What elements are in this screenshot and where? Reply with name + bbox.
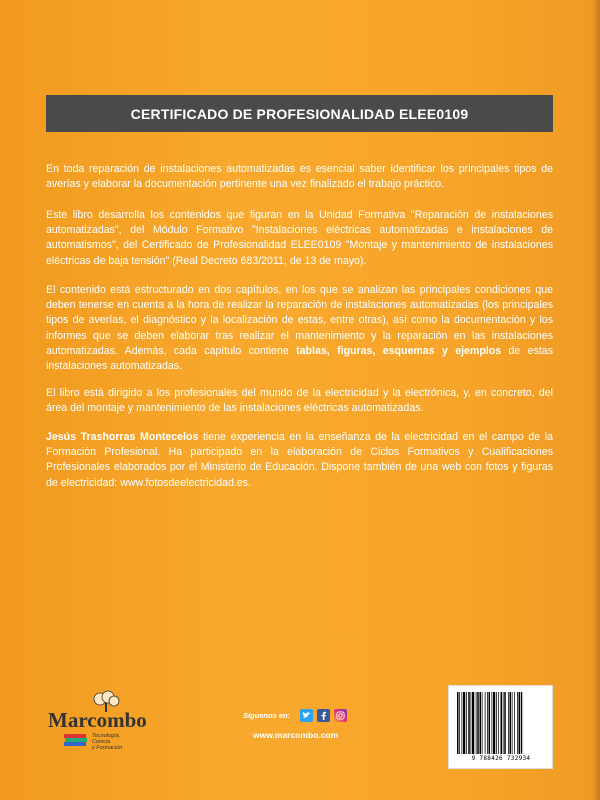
barcode-bar	[477, 692, 479, 754]
barcode-bar	[485, 692, 486, 754]
social-label: Síguenos en:	[243, 710, 291, 720]
barcode-bar	[482, 692, 483, 754]
barcode-bar	[504, 692, 506, 754]
content-text: Este libro desarrolla los contenidos que figuran en la Unidad Formativa "Reparación de instalaciones automatizadas", del Módulo Formativo "Instalaciones eléctricas automatizadas e instalaciones de automatismos", del Certificado de Profesionalidad ELEE0109 "Montaje y mantenimiento de instalaciones eléctricas de baja tensión" (Real Decreto 683/2011, de 13 de mayo).	[46, 209, 553, 267]
publisher-logo	[48, 690, 168, 750]
barcode-bar	[480, 692, 482, 754]
structure-text: El contenido está estructurado en dos capítulos, en los que se analizan las principales condiciones que deben tenerse en cuenta a la hora de realizar la reparación de instalaciones automatizadas (los principales tipos de averías, el diagnóstico y la localización de estas, entre otras), así como la documentación y los informes que se deben elaborar tras realizar el mantenimiento y la reparación en las instalaciones automatizadas. Además, cada capítulo contiene	[46, 284, 553, 357]
barcode-bar	[466, 692, 467, 754]
barcode-bar	[468, 692, 470, 754]
intro-paragraph	[46, 162, 553, 192]
tagline-line-2: Ciencia	[92, 739, 111, 745]
barcode-bar	[457, 692, 459, 754]
tagline-line-1: Tecnología,	[92, 733, 121, 739]
book-series-title: CERTIFICADO DE PROFESIONALIDAD ELEE0109	[130, 105, 469, 122]
social-links	[243, 707, 347, 723]
author-name: Jesús Trashorras Montecelos	[46, 431, 199, 443]
barcode-bar	[471, 692, 472, 754]
barcode-bar	[463, 692, 465, 754]
isbn-number: 9 788426 732934	[471, 755, 531, 762]
title-bar	[46, 95, 553, 132]
barcode-bar	[492, 692, 493, 754]
author-paragraph	[46, 430, 553, 491]
barcode-bar	[508, 692, 509, 754]
barcode-bar	[472, 692, 474, 754]
isbn-barcode	[448, 685, 553, 769]
barcode-bar	[493, 692, 495, 754]
barcode-bar	[498, 692, 499, 754]
structure-bold-text: tablas, figuras, esquemas y ejemplos	[296, 344, 502, 357]
barcode-bar	[510, 692, 512, 754]
barcode-bar	[521, 692, 523, 754]
publisher-website[interactable]: www.marcombo.com	[253, 730, 339, 740]
structure-text-end: de estas instalaciones automatizadas.	[46, 344, 553, 373]
barcode-bar	[517, 692, 518, 754]
barcode-bar	[512, 692, 513, 754]
structure-paragraph	[46, 283, 553, 374]
barcode-bar	[519, 692, 521, 754]
barcode-bar	[489, 692, 491, 754]
content-paragraph	[46, 208, 553, 269]
barcode-bar	[476, 692, 477, 754]
barcode-bar	[462, 692, 463, 754]
twitter-icon[interactable]	[300, 709, 313, 722]
publisher-tagline	[92, 733, 172, 751]
tagline-line-3: y Formación	[92, 745, 123, 751]
audience-text: El libro está dirigido a los profesionales del mundo de la electricidad y la electrónica, y, en concreto, del área del montaje y mantenimiento de las instalaciones eléctricas automatizadas.	[46, 387, 553, 415]
instagram-icon[interactable]	[334, 709, 347, 722]
barcode-bar	[501, 692, 503, 754]
barcode-bar	[503, 692, 504, 754]
publisher-name: Marcombo	[48, 708, 147, 732]
author-bio: tiene experiencia en la enseñanza de la electricidad en el campo de la Formación Profesional. Ha participado en la elaboración de Ciclos Formativos y Cualificaciones Profesionales elaborados por el Ministerio de Educación. Dispone también de una web con fotos y figuras de electricidad: www.fotosdeelectricidad.es.	[46, 431, 554, 489]
barcode-bar	[459, 692, 460, 754]
audience-paragraph	[46, 386, 553, 416]
barcode-bars	[455, 692, 546, 754]
barcode-bar	[487, 692, 488, 754]
spine-shadow	[592, 0, 600, 800]
books-icon	[64, 732, 88, 746]
intro-text: En toda reparación de instalaciones automatizadas es esencial saber identificar los principales tipos de averías y elaborar la documentación pertinente una vez finalizado el trabajo práctico.	[46, 163, 553, 191]
barcode-bar	[496, 692, 497, 754]
barcode-bar	[514, 692, 515, 754]
facebook-icon[interactable]	[317, 709, 330, 722]
